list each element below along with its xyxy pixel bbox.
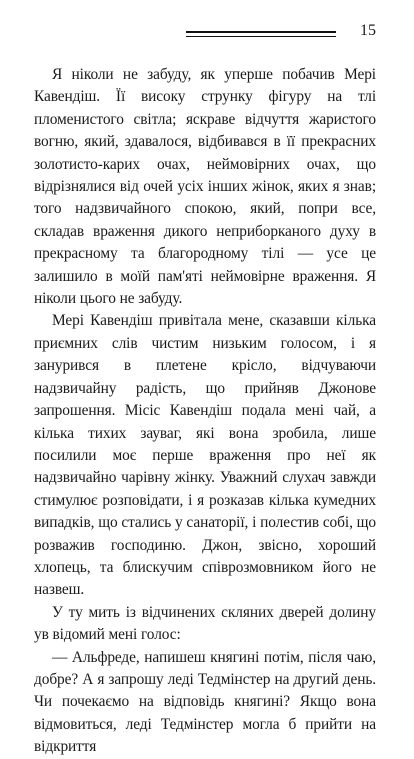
paragraph: Я ніколи не забуду, як уперше побачив Мері Кавендіш. Її високу струнку фігуру на тлі пломенистого світла; яскраве відчуття жаристого вогню, який, здавалося, відбивався в її прекрасних золотисто-карих очах, неймовірних очах, що відрізнялися від очей усіх інших жінок, яких я знав; того надзвичайного спокою, який, попри все, складав враження дикого неприборканого духу в прекрасному та благородному тілі — усе це залишило в моїй пам'яті неймовірне враження. Я ніколи цього не забуду. — [34, 66, 376, 308]
page-number: 15 — [360, 22, 376, 39]
paragraph: У ту мить із відчинених скляних дверей долину ув відомий мені голос: — [34, 603, 376, 644]
paragraph: — Альфреде, напишеш княгині потім, після чаю, добре? А я запрошу леді Тедмінстер на другий день. Чи почекаємо на відповідь княгині? Якщо вона відмовиться, леді Тедмінстер могла б прийти на відкриття — [34, 648, 376, 756]
paragraph: Мері Кавендіш привітала мене, сказавши кілька приємних слів чистим низьким голосом, і я занурився в плетене крісло, відчуваючи надзвичайну радість, що прийняв Джонове запрошення. Місіс Кавендіш подала мені чай, а кілька тихих зауваг, які вона зробила, лише посилили моє перше враження про неї як надзвичайно чарівну жінку. Уважний слухач завжди стимулює розповідати, і я розказав кілька кумедних випадків, що стались у санаторії, і полестив собі, що розважив господиню. Джон, звісно, хороший хлопець, та блискучим співрозмовником його не назвеш. — [34, 312, 376, 599]
page-header — [186, 20, 376, 40]
body-text — [34, 64, 376, 759]
header-rule-thick — [186, 31, 336, 33]
header-rule-thin — [186, 36, 336, 37]
